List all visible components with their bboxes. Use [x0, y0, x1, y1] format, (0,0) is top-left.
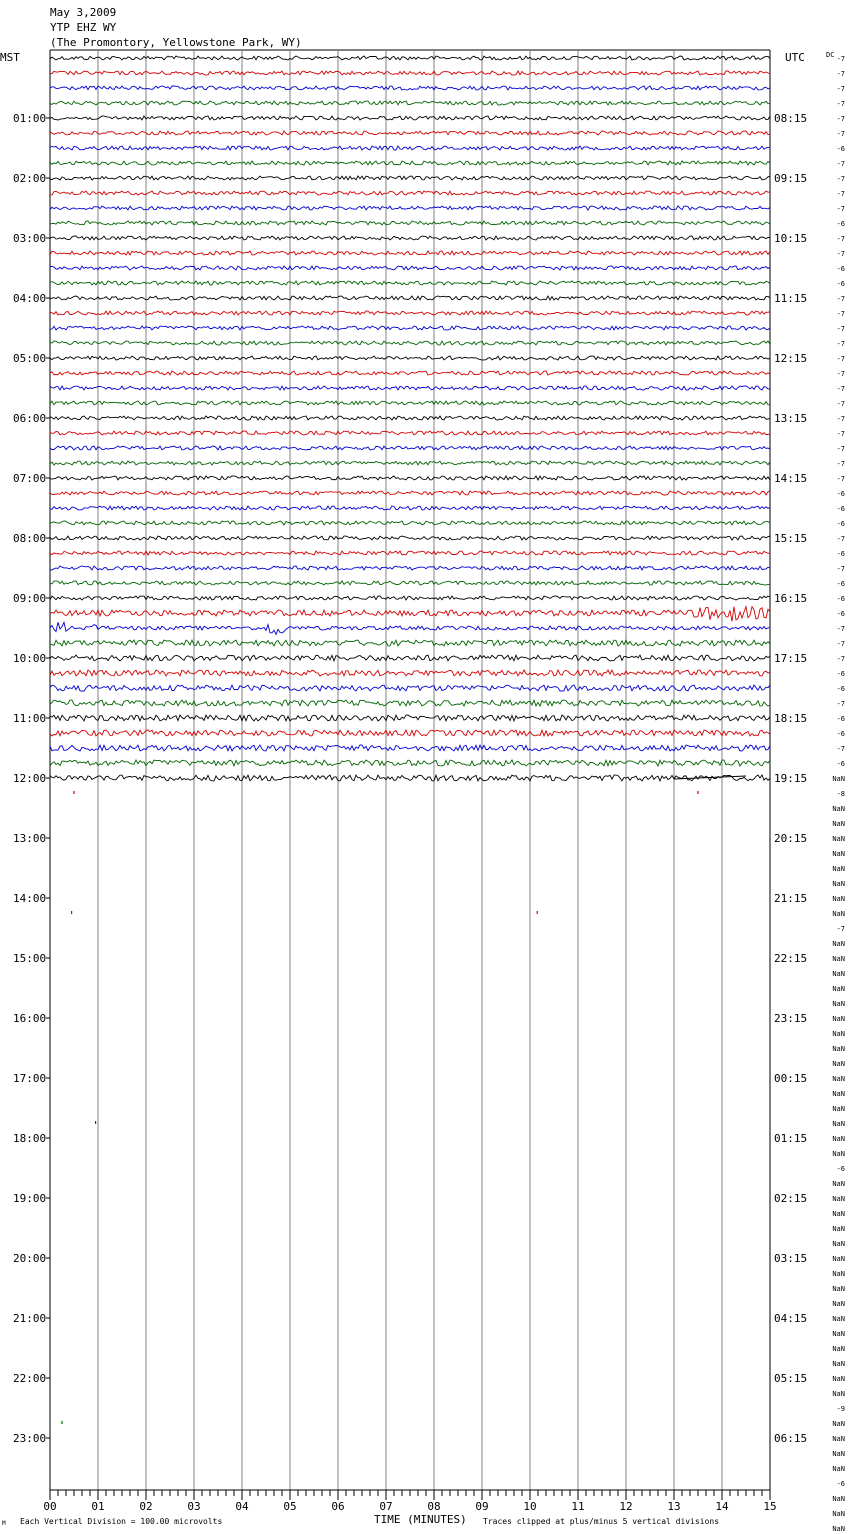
dc-offset-57: NaN [832, 910, 845, 918]
trace-40 [50, 655, 770, 661]
dc-offset-75: NaN [832, 1180, 845, 1188]
x-tick-label-8: 08 [427, 1500, 441, 1513]
mst-label-8: 08:00 [13, 532, 47, 545]
trace-18 [50, 326, 770, 330]
dc-offset-92: NaN [832, 1435, 845, 1443]
dc-offset-82: NaN [832, 1285, 845, 1293]
trace-17 [50, 311, 770, 315]
utc-label-3: 10:15 [774, 232, 808, 245]
trace-19 [50, 341, 770, 345]
x-tick-label-12: 12 [619, 1500, 633, 1513]
dc-offset-10: -7 [836, 205, 845, 213]
dc-offset-48: NaN [832, 775, 845, 783]
trace-38 [50, 622, 770, 634]
dc-offset-27: -7 [836, 460, 845, 468]
header [50, 6, 302, 49]
trace-16 [50, 296, 770, 300]
trace-0 [50, 56, 770, 60]
scale-note: Each Vertical Division = 100.00 microvolts [20, 1517, 223, 1526]
dc-offset-36: -6 [836, 595, 845, 603]
trace-35 [50, 581, 770, 585]
dc-offset-41: -6 [836, 670, 845, 678]
dc-offset-88: NaN [832, 1375, 845, 1383]
dc-offset-6: -6 [836, 145, 845, 153]
trace-27 [50, 461, 770, 465]
trace-47 [50, 760, 770, 766]
dc-offset-68: NaN [832, 1075, 845, 1083]
dc-offset-47: -6 [836, 760, 845, 768]
dc-offset-65: NaN [832, 1030, 845, 1038]
dc-offset-96: NaN [832, 1495, 845, 1503]
mst-label-10: 10:00 [13, 652, 47, 665]
dc-offset-59: NaN [832, 940, 845, 948]
mst-label-16: 16:00 [13, 1012, 47, 1025]
utc-label-10: 17:15 [774, 652, 808, 665]
dc-offset-95: -6 [836, 1480, 845, 1488]
mst-label-9: 09:00 [13, 592, 47, 605]
clip-note: Traces clipped at plus/minus 5 vertical divisions [483, 1517, 720, 1526]
dc-offset-86: NaN [832, 1345, 845, 1353]
trace-36 [50, 596, 770, 600]
trace-30 [50, 506, 770, 510]
x-axis [43, 1490, 776, 1513]
dc-offset-18: -7 [836, 325, 845, 333]
utc-label-21: 04:15 [774, 1312, 808, 1325]
x-tick-label-14: 14 [715, 1500, 729, 1513]
dc-offset-45: -6 [836, 730, 845, 738]
header-date: May 3,2009 [50, 6, 117, 19]
dc-offset-84: NaN [832, 1315, 845, 1323]
dc-offset-15: -6 [836, 280, 845, 288]
dc-offset-74: -6 [836, 1165, 845, 1173]
x-tick-label-11: 11 [571, 1500, 585, 1513]
mst-label-7: 07:00 [13, 472, 47, 485]
dc-offset-38: -7 [836, 625, 845, 633]
dc-offset-37: -6 [836, 610, 845, 618]
dc-offset-30: -6 [836, 505, 845, 513]
mst-label-1: 01:00 [13, 112, 47, 125]
trace-25 [50, 431, 770, 435]
mst-label-14: 14:00 [13, 892, 47, 905]
dc-offset-43: -7 [836, 700, 845, 708]
trace-44 [50, 715, 770, 721]
mst-label-23: 23:00 [13, 1432, 47, 1445]
dc-offset-60: NaN [832, 955, 845, 963]
dc-offset-46: -7 [836, 745, 845, 753]
dc-offset-78: NaN [832, 1225, 845, 1233]
x-tick-label-2: 02 [139, 1500, 153, 1513]
dc-offset-63: NaN [832, 1000, 845, 1008]
x-tick-label-6: 06 [331, 1500, 345, 1513]
trace-1 [50, 71, 770, 75]
x-tick-label-4: 04 [235, 1500, 249, 1513]
trace-2 [50, 86, 770, 90]
dc-offset-58: -7 [836, 925, 845, 933]
utc-label-5: 12:15 [774, 352, 808, 365]
mst-label-6: 06:00 [13, 412, 47, 425]
dc-offset-12: -7 [836, 235, 845, 243]
utc-label-2: 09:15 [774, 172, 808, 185]
trace-10 [50, 206, 770, 210]
utc-label-7: 14:15 [774, 472, 808, 485]
mst-label-5: 05:00 [13, 352, 47, 365]
dc-offset-52: NaN [832, 835, 845, 843]
utc-label-18: 01:15 [774, 1132, 808, 1145]
dc-offset-24: -7 [836, 415, 845, 423]
dc-offset-0: -7 [836, 55, 845, 63]
trace-33 [50, 551, 770, 555]
trace-3 [50, 101, 770, 105]
trace-14 [50, 266, 770, 270]
trace-28 [50, 476, 770, 480]
trace-20 [50, 356, 770, 360]
trace-29 [50, 491, 770, 495]
dc-offset-50: NaN [832, 805, 845, 813]
utc-label-22: 05:15 [774, 1372, 808, 1385]
dc-offset-29: -6 [836, 490, 845, 498]
dc-offset-8: -7 [836, 175, 845, 183]
trace-21 [50, 371, 770, 375]
trace-39 [50, 640, 770, 646]
x-tick-label-13: 13 [667, 1500, 681, 1513]
dc-offset-49: -8 [836, 790, 845, 798]
dc-offset-62: NaN [832, 985, 845, 993]
dc-offset-87: NaN [832, 1360, 845, 1368]
trace-15 [50, 281, 770, 285]
dc-offset-70: NaN [832, 1105, 845, 1113]
trace-8 [50, 176, 770, 180]
trace-7 [50, 161, 770, 165]
trace-41 [50, 670, 770, 676]
utc-label-13: 20:15 [774, 832, 808, 845]
utc-label-1: 08:15 [774, 112, 808, 125]
utc-label-23: 06:15 [774, 1432, 808, 1445]
utc-label-12: 19:15 [774, 772, 808, 785]
trace-13 [50, 251, 770, 255]
trace-43 [50, 700, 770, 706]
header-station: YTP EHZ WY [50, 21, 117, 34]
dc-offset-89: NaN [832, 1390, 845, 1398]
trace-31 [50, 521, 770, 525]
dc-offset-54: NaN [832, 865, 845, 873]
footer [2, 1513, 719, 1527]
dc-offset-53: NaN [832, 850, 845, 858]
trace-tail-line [674, 776, 746, 779]
mst-label-4: 04:00 [13, 292, 47, 305]
dc-offset-40: -7 [836, 655, 845, 663]
trace-32 [50, 536, 770, 540]
mst-label-2: 02:00 [13, 172, 47, 185]
dc-offset-44: -6 [836, 715, 845, 723]
dc-offset-21: -7 [836, 370, 845, 378]
trace-45 [50, 730, 770, 736]
mst-label-12: 12:00 [13, 772, 47, 785]
utc-label-8: 15:15 [774, 532, 808, 545]
dc-offset-32: -7 [836, 535, 845, 543]
trace-22 [50, 386, 770, 390]
dc-offset-55: NaN [832, 880, 845, 888]
mst-label-18: 18:00 [13, 1132, 47, 1145]
utc-label-4: 11:15 [774, 292, 808, 305]
dc-offset-31: -6 [836, 520, 845, 528]
dc-offset-35: -6 [836, 580, 845, 588]
utc-label-19: 02:15 [774, 1192, 808, 1205]
dc-offset-16: -7 [836, 295, 845, 303]
utc-label-11: 18:15 [774, 712, 808, 725]
utc-label-17: 00:15 [774, 1072, 808, 1085]
dc-offset-5: -7 [836, 130, 845, 138]
dc-offset-76: NaN [832, 1195, 845, 1203]
trace-42 [50, 685, 770, 691]
trace-6 [50, 146, 770, 150]
mst-label-22: 22:00 [13, 1372, 47, 1385]
dc-offset-80: NaN [832, 1255, 845, 1263]
x-tick-label-10: 10 [523, 1500, 537, 1513]
utc-label-15: 22:15 [774, 952, 808, 965]
dc-offset-11: -6 [836, 220, 845, 228]
dc-offset-22: -7 [836, 385, 845, 393]
trace-24 [50, 416, 770, 420]
dc-offset-56: NaN [832, 895, 845, 903]
dc-offset-33: -6 [836, 550, 845, 558]
dc-offset-77: NaN [832, 1210, 845, 1218]
dc-offset-9: -7 [836, 190, 845, 198]
dc-offset-71: NaN [832, 1120, 845, 1128]
trace-48 [50, 775, 770, 781]
dc-offset-66: NaN [832, 1045, 845, 1053]
utc-label-6: 13:15 [774, 412, 808, 425]
dc-offset-17: -7 [836, 310, 845, 318]
dc-offset-98: NaN [832, 1525, 845, 1533]
x-tick-label-9: 09 [475, 1500, 489, 1513]
dc-offset-79: NaN [832, 1240, 845, 1248]
dc-offset-94: NaN [832, 1465, 845, 1473]
dc-offset-83: NaN [832, 1300, 845, 1308]
dc-offset-93: NaN [832, 1450, 845, 1458]
x-tick-label-3: 03 [187, 1500, 201, 1513]
dc-offset-25: -7 [836, 430, 845, 438]
header-location: (The Promontory, Yellowstone Park, WY) [50, 36, 302, 49]
dc-offset-4: -7 [836, 115, 845, 123]
dc-offset-81: NaN [832, 1270, 845, 1278]
mst-label-13: 13:00 [13, 832, 47, 845]
dc-offset-85: NaN [832, 1330, 845, 1338]
utc-label-9: 16:15 [774, 592, 808, 605]
utc-label-16: 23:15 [774, 1012, 808, 1025]
mst-label-15: 15:00 [13, 952, 47, 965]
dc-offset-19: -7 [836, 340, 845, 348]
mst-label-20: 20:00 [13, 1252, 47, 1265]
dc-offset-51: NaN [832, 820, 845, 828]
dc-offset-13: -7 [836, 250, 845, 258]
trace-34 [50, 566, 770, 570]
dc-offset-73: NaN [832, 1150, 845, 1158]
trace-4 [50, 116, 770, 120]
dc-offset-61: NaN [832, 970, 845, 978]
dc-offset-69: NaN [832, 1090, 845, 1098]
dc-offset-64: NaN [832, 1015, 845, 1023]
trace-11 [50, 221, 770, 225]
dc-offset-39: -7 [836, 640, 845, 648]
dc-label: DC [826, 51, 835, 59]
dc-offset-72: NaN [832, 1135, 845, 1143]
dc-offset-97: NaN [832, 1510, 845, 1518]
dc-offset-3: -7 [836, 100, 845, 108]
trace-5 [50, 131, 770, 135]
traces [50, 56, 770, 1424]
trace-9 [50, 191, 770, 195]
dc-offset-34: -7 [836, 565, 845, 573]
trace-26 [50, 446, 770, 450]
dc-offset-42: -6 [836, 685, 845, 693]
corner-mark: M [2, 1520, 6, 1527]
dc-offset-2: -7 [836, 85, 845, 93]
x-tick-label-15: 15 [763, 1500, 777, 1513]
x-tick-label-1: 01 [91, 1500, 105, 1513]
mst-label-3: 03:00 [13, 232, 47, 245]
mst-label-21: 21:00 [13, 1312, 47, 1325]
dc-offset-1: -7 [836, 70, 845, 78]
dc-offset-26: -7 [836, 445, 845, 453]
trace-23 [50, 401, 770, 405]
dc-offset-7: -7 [836, 160, 845, 168]
utc-label-20: 03:15 [774, 1252, 808, 1265]
dc-offset-91: NaN [832, 1420, 845, 1428]
trace-12 [50, 236, 770, 240]
trace-37 [50, 607, 770, 622]
x-tick-label-7: 07 [379, 1500, 393, 1513]
utc-label-14: 21:15 [774, 892, 808, 905]
dc-offset-67: NaN [832, 1060, 845, 1068]
mst-label-11: 11:00 [13, 712, 47, 725]
dc-offset-20: -7 [836, 355, 845, 363]
utc-axis-label: UTC [785, 51, 805, 64]
mst-label-17: 17:00 [13, 1072, 47, 1085]
dc-offset-28: -7 [836, 475, 845, 483]
mst-axis-label: MST [0, 51, 20, 64]
mst-label-19: 19:00 [13, 1192, 47, 1205]
trace-46 [50, 745, 770, 751]
grid [50, 50, 770, 1490]
x-axis-label: TIME (MINUTES) [374, 1513, 467, 1526]
dc-offset-14: -6 [836, 265, 845, 273]
x-tick-label-0: 00 [43, 1500, 57, 1513]
dc-offset-23: -7 [836, 400, 845, 408]
x-tick-label-5: 05 [283, 1500, 297, 1513]
dc-offset-labels [832, 55, 845, 1534]
dc-offset-90: -9 [836, 1405, 845, 1413]
